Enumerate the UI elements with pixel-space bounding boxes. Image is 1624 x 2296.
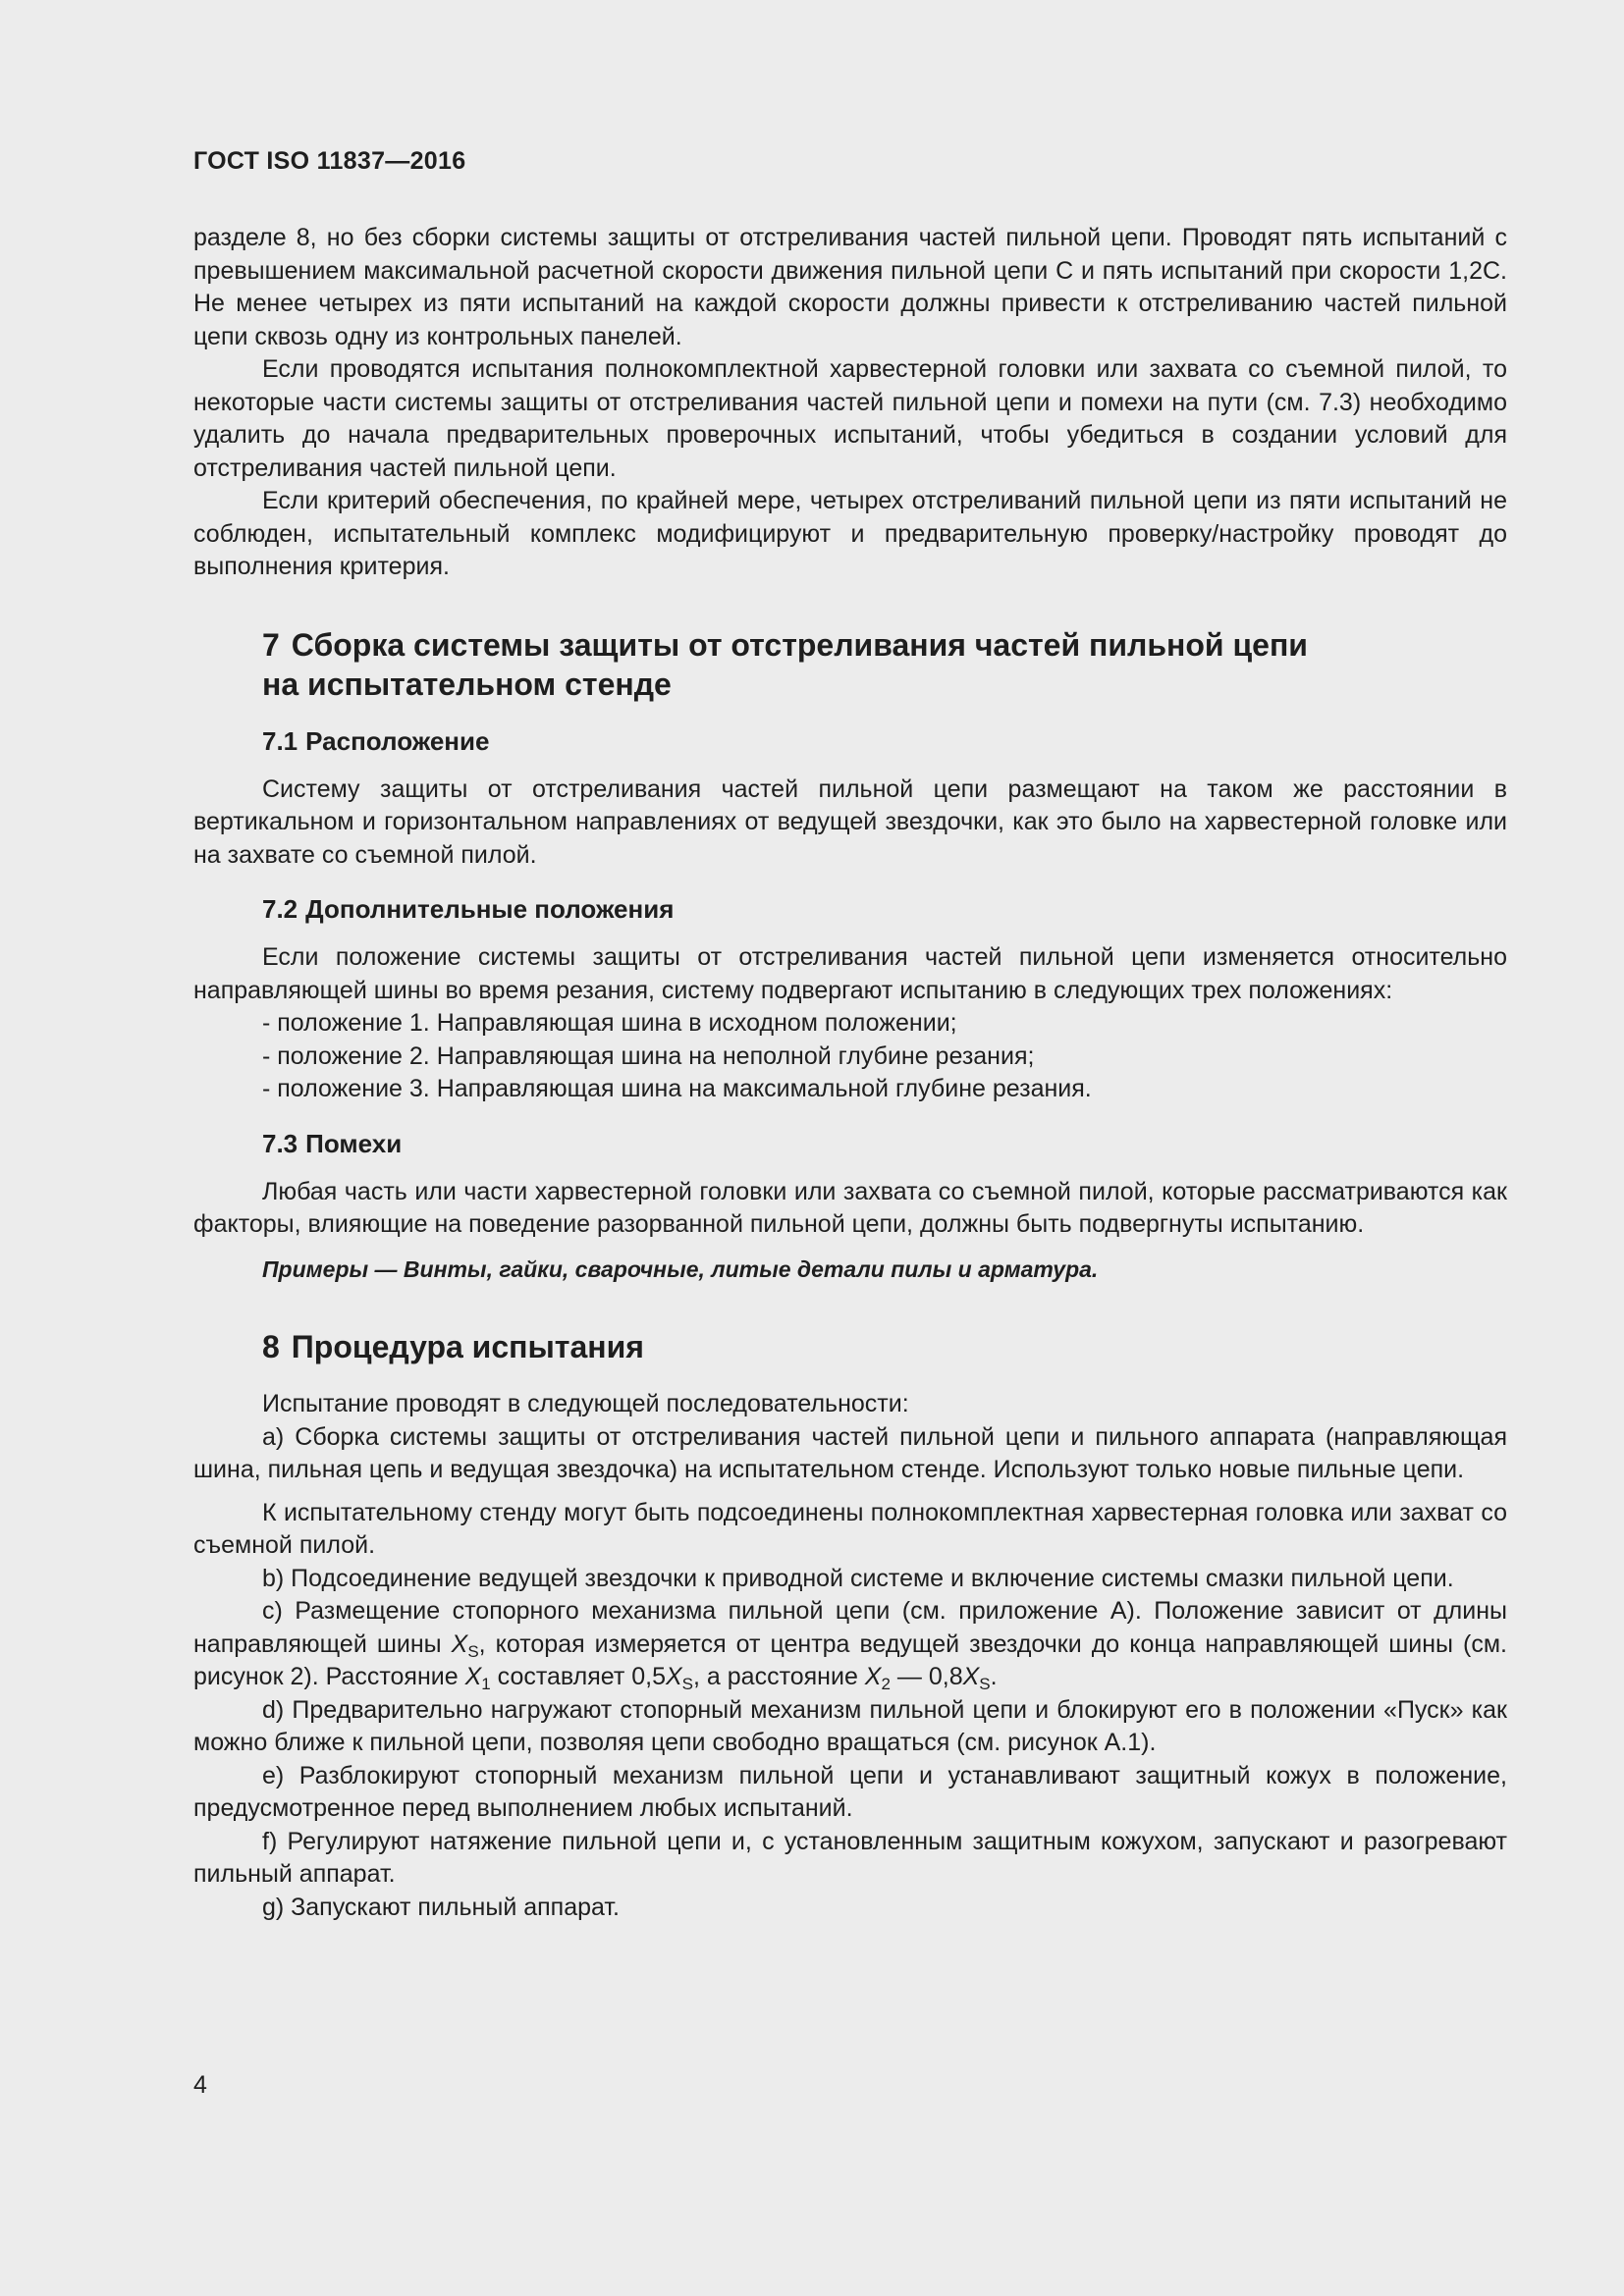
section-7-3-example: Примеры — Винты, гайки, сварочные, литые детали пилы и арматура. — [262, 1255, 1099, 1282]
intro-paragraph-1: разделе 8, но без сборки системы защиты от отстреливания частей пильной цепи. Проводят пять испытаний с превышением максимальной расчетной скорости движения пильной цепи С и пять испытаний при скорости 1,2С. Не менее четырех из пяти испытаний на каждой скорости должны привести к отстреливанию частей пильной цепи сквозь одну из контрольных панелей. — [193, 224, 1507, 350]
intro-paragraph-2: Если проводятся испытания полнокомплектной харвестерной головки или захвата со съемной пилой, то некоторые части системы защиты от отстреливания частей пильной цепи и помехи на пути (см. 7.3) необходимо удалить до начала предварительных проверочных испытаний, чтобы убедиться в создании условий для отстреливания частей пильной цепи. — [193, 355, 1507, 482]
section-7-2-heading — [262, 893, 1507, 926]
step-a-note: К испытательному стенду могут быть подсоединены полнокомплектная харвестерная головка или захват со съемной пилой. — [193, 1498, 1507, 1559]
section-7-2-text: Если положение системы защиты от отстреливания частей пильной цепи изменяется относительно направляющей шины во время резания, систему подвергают испытанию в следующих трех положениях: — [193, 943, 1507, 1004]
section-8-heading — [262, 1327, 1507, 1366]
step-b: b) Подсоединение ведущей звездочки к приводной системе и включение системы смазки пильной цепи. — [262, 1564, 1454, 1592]
section-7-1-heading — [262, 725, 1507, 758]
list-item: - положение 3. Направляющая шина на максимальной глубине резания. — [262, 1075, 1092, 1102]
list-item: - положение 2. Направляющая шина на неполной глубине резания; — [262, 1041, 1035, 1070]
step-f: f) Регулируют натяжение пильной цепи и, с установленным защитным кожухом, запускают и разогревают пильный аппарат. — [193, 1827, 1507, 1888]
page-header: ГОСТ ISO 11837—2016 — [193, 147, 466, 175]
section-7-1-title: Расположение — [305, 725, 490, 756]
section-7-heading — [262, 625, 1507, 704]
section-7-3-text: Любая часть или части харвестерной головки или захвата со съемной пилой, которые рассматриваются как факторы, влияющие на поведение разорванной пильной цепи, должны быть подвергнуты испытанию. — [193, 1177, 1507, 1238]
section-7-1-text: Систему защиты от отстреливания частей пильной цепи размещают на таком же расстоянии в вертикальном и горизонтальном направлениях от ведущей звездочки, как это было на харвестерной головке или на захвате со съемной пилой. — [193, 774, 1507, 869]
section-7-number: 7 — [262, 626, 280, 663]
page-content — [193, 222, 1507, 1924]
section-7-1-number: 7.1 — [262, 725, 298, 756]
section-7-3-heading — [262, 1128, 1507, 1160]
step-c: с) Размещение стопорного механизма пильной цепи (см. приложение А). Положение зависит от длины направляющей шины $X_S$, которая измеряется от центра ведущей звездочки до конца направляющей шины (см. рисунок 2). Расстояние $X_1$ составляет $0,5X_S$, а расстояние $X_2$ — $0,8X_S$. — [193, 1597, 1507, 1693]
section-7-title-line1: Сборка системы защиты от отстреливания частей пильной цепи — [291, 626, 1308, 663]
section-7-2-number: 7.2 — [262, 894, 298, 924]
step-e: е) Разблокируют стопорный механизм пильной цепи и устанавливают защитный кожух в положение, предусмотренное перед выполнением любых испытаний. — [193, 1761, 1507, 1822]
page-number: 4 — [193, 2071, 207, 2099]
intro-paragraph-3: Если критерий обеспечения, по крайней мере, четырех отстреливаний пильной цепи из пяти испытаний не соблюден, испытательный комплекс модифицируют и предварительную проверку/настройку проводят до выполнения критерия. — [193, 487, 1507, 580]
step-d: d) Предварительно нагружают стопорный механизм пильной цепи и блокируют его в положении «Пуск» как можно ближе к пильной цепи, позволяя цепи свободно вращаться (см. рисунок А.1). — [193, 1695, 1507, 1756]
section-7-title-line2: на испытательном стенде — [262, 666, 672, 702]
step-g: g) Запускают пильный аппарат. — [262, 1893, 620, 1921]
step-a: а) Сборка системы защиты от отстреливания частей пильной цепи и пильного аппарата (направляющая шина, пильная цепь и ведущая звездочка) на испытательном стенде. Используют только новые пильные цепи. — [193, 1422, 1507, 1483]
section-7-3-title: Помехи — [305, 1128, 403, 1158]
list-item: - положение 1. Направляющая шина в исходном положении; — [262, 1009, 957, 1037]
section-7-3-number: 7.3 — [262, 1128, 298, 1158]
section-7-2-title: Дополнительные положения — [305, 894, 675, 924]
section-8-lead: Испытание проводят в следующей последовательности: — [262, 1390, 909, 1417]
section-8-number: 8 — [262, 1329, 280, 1364]
section-8-title: Процедура испытания — [291, 1329, 644, 1364]
